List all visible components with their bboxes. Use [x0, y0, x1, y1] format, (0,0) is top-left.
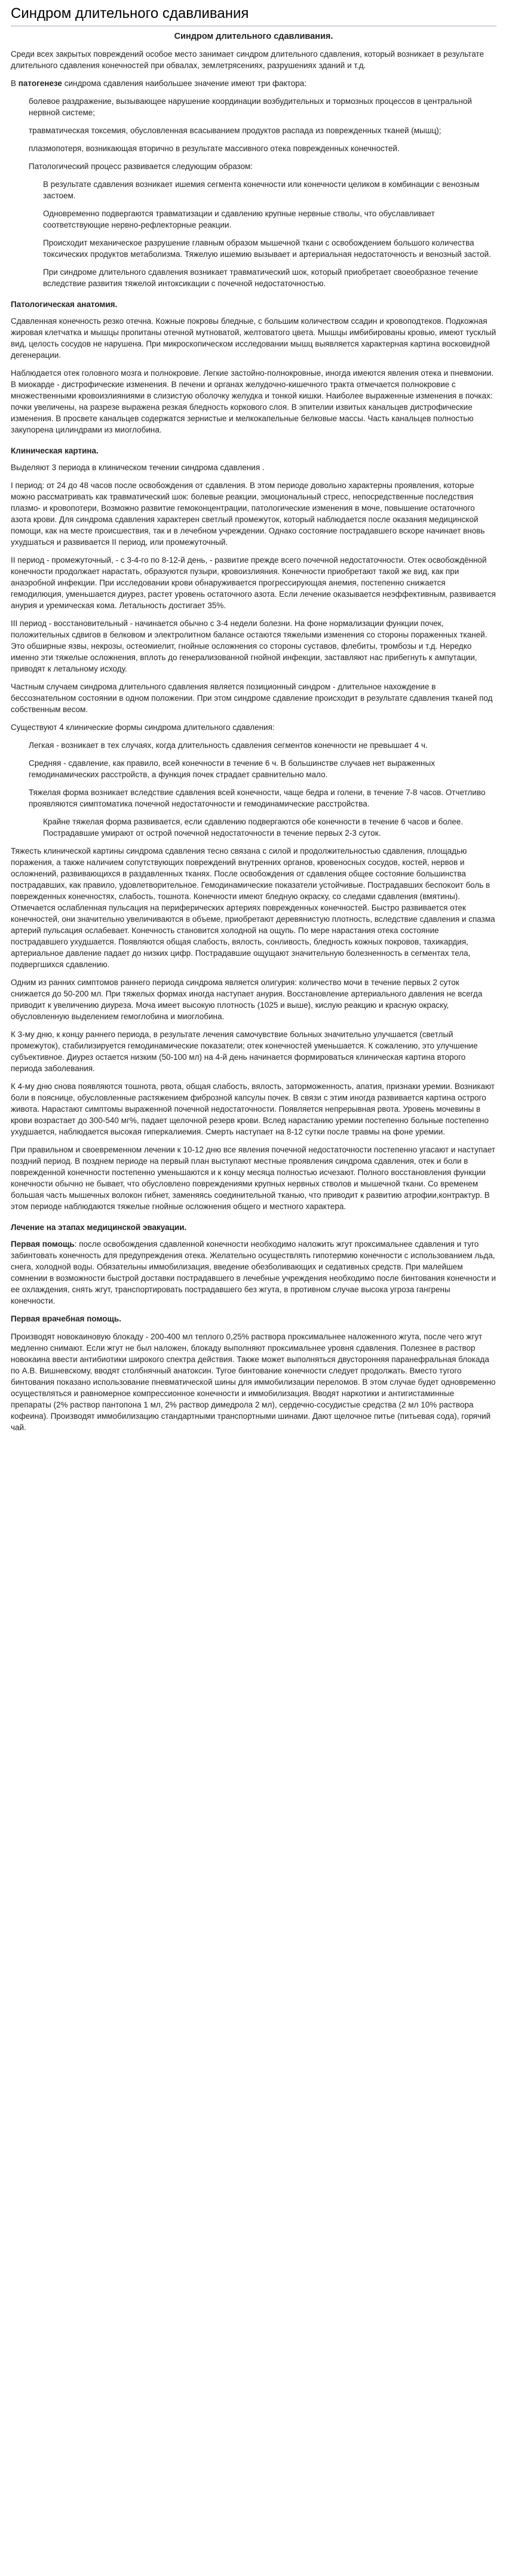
intro-paragraph: Среди всех закрытых повреждений особое место занимает синдром длительного сдавления, который возникает в результате длительного сдавления конечностей при обвалах, землетрясениях, разрушениях зданий и т.д. — [11, 50, 484, 70]
first-aid-text: : после освобождения сдавленной конечности необходимо наложить жгут проксимальнее сдавления и туго забинтовать конечность для предупреждения отека. Желательно осуществлять гипотермию конечности с использованием льда, снега, холодной воды. Обязательны иммобилизация, введение обезболивающих и седативных средств. При малейшем сомнении в возможности быстрой доставки пострадавшего в лечебные учреждения необходимо после бинтования конечности и ее охлаждения, снять жгут, транспортировать пострадавшего без жгута, в противном случае высока угроза гангрены конечности. — [11, 1240, 496, 1305]
text-prefix: В — [11, 79, 19, 88]
clinic-paragraph: Выделяют 3 периода в клиническом течении синдрома сдавления . — [11, 463, 265, 472]
anatomy-heading: Патологическая анатомия. — [11, 300, 118, 309]
period-3-paragraph: III период - восстановительный - начинается обычно с 3-4 недели болезни. На фоне нормализации функции почек, положительных сдвигов в белковом и электролитном балансе остаются тяжелыми изменения со стороны пораженных тканей. Это обширные язвы, некрозы, остеомиелит, гнойные осложнения со стороны суставов, флебиты, тромбозы и т.д. Нередко именно эти тяжелые осложнения, вплоть до генерализованной гнойной инфекции, заставляют нас прибегнуть к ампутации, приводят к летальному исходу. — [11, 619, 487, 673]
pathogenesis-intro — [11, 78, 496, 89]
doctor-aid-paragraph: Производят новокаиновую блокаду - 200-400 мл теплого 0,25% раствора проксимальнее наложенного жгута, после чего жгут медленно снимают. Если жгут не был наложен, блокаду выполняют проксимальнее уровня сдавления. Полезнее в раствор новокаина ввести антибиотики широкого спектра действия. Также может выполняться двусторонняя паранефральная блокада по А.В. Вишневскому, вводят столбнячный анатоксин. Тугое бинтование конечности следует продолжать. Вместо тугого бинтования показано использование пневматической шины для иммобилизации переломов. В этом случае будет одновременно осуществляться и равномерное компрессионное конечности и иммобилизация. Вводят наркотики и антигистаминные препараты (2% раствор пантопона 1 мл, 2% раствор димедрола 2 мл), сердечно-сосудистые средства (2 мл 10% раствора кофеина). Производят иммобилизацию стандартными транспортными шинами. Дают щелочное питье (питьевая сода), горячий чай. — [11, 1332, 496, 1432]
period-1-paragraph: I период: от 24 до 48 часов после освобождения от сдавления. В этом периоде довольно характерны проявления, которые можно рассматривать как травматический шок: болевые реакции, эмоциональный стресс, непосредственные последствия плазмо- и кровопотери, Возможно развитие гемоконцентрации, патологические изменения в моче, повышение остаточного азота крови. Для синдрома сдавления характерен светлый промежуток, который наблюдается после оказания медицинской помощи, как на месте происшествия, так и в лечебном учреждении. Однако состояние пострадавшего вскоре начинает вновь ухудшаться и развивается II период, или промежуточный. — [11, 481, 485, 547]
clinic-paragraph: К 3-му дню, к концу раннего периода, в результате лечения самочувствие больных значительно улучшается (светлый промежуток), стабилизируется гемодинамические показатели; отек конечностей уменьшается. К сожалению, это улучшение субъективное. Диурез остается низким (50-100 мл) на 4-й день начинается формироваться клиническая картина второго периода заболевания. — [11, 1030, 478, 1073]
process-item: Происходит механическое разрушение главным образом мышечной ткани с освобождением большого количества токсических продуктов метаболизма. Тяжелую ишемию вызывает и артериальная недостаточность и венозный застой. — [43, 238, 491, 259]
process-item: Одновременно подвергаются травматизации и сдавлению крупные нервные стволы, что обуславливает соответствующие нервно-рефлекторные реакции. — [43, 209, 435, 229]
clinic-heading: Клиническая картина. — [11, 446, 99, 455]
process-intro: Патологический процесс развивается следующим образом: — [29, 162, 253, 171]
form-item: Крайне тяжелая форма развивается, если сдавлению подвергаются обе конечности в течение 6 часов и более. Пострадавшие умирают от острой почечной недостаточности в течение первых 2-3 суток. — [43, 817, 464, 838]
factor-item: плазмопотеря, возникающая вторично в результате массивного отека поврежденных конечностей. — [29, 144, 400, 153]
article-subtitle: Синдром длительного сдавливания. — [174, 32, 333, 41]
factor-item: травматическая токсемия, обусловленная всасыванием продуктов распада из поврежденных тканей (мышц); — [29, 126, 441, 135]
factor-item: болевое раздражение, вызывающее нарушение координации возбудительных и тормозных процессов в центральной нервной системе; — [29, 97, 472, 117]
first-aid-paragraph — [11, 1238, 496, 1307]
clinic-paragraph: Тяжесть клинической картины синдрома сдавления тесно связана с силой и продолжительностью сдавления, площадью поражения, а также наличием сопутствующих повреждений внутренних органов, кровеносных сосудов, костей, нервов и осложнений, развивающихся в раздавленных тканях. После освобождения от сдавления общее состояние большинства пострадавших, как правило, удовлетворительное. Гемодинамические показатели устойчивые. Пострадавших беспокоит боль в поврежденных конечностях, слабость, тошнота. Конечности имеют бледную окраску, со следами сдавления (вмятины). Отмечается ослабленная пульсация на периферических артериях поврежденных конечностей. Быстро развивается отек конечностей, они значительно увеличиваются в объеме, приобретают деревянистую плотность, вследствие сдавления и спазма артерий пульсация ослабевает. Конечность становится холодной на ощупь. По мере нарастания отека состояние пострадавшего ухудшается. Появляются общая слабость, вялость, сонливость, бледность кожных покровов, тахикардия, артериальное давление падает до низких цифр. Пострадавшие ощущают значительную болезненность в сегментах тела, подвергшихся сдавлению. — [11, 847, 495, 969]
form-item: Тяжелая форма возникает вследствие сдавления всей конечности, чаще бедра и голени, в течение 7-8 часов. Отчетливо проявляются симптоматика почечной недостаточности и гемодинамические расстройства. — [29, 788, 486, 808]
clinic-paragraph: При правильном и своевременном лечении к 10-12 дню все явления почечной недостаточности постепенно угасают и наступает поздний период. В позднем периоде на первый план выступают местные проявления синдрома сдавления, отек и боли в поврежденной конечности постепенно уменьшаются и к концу месяца полностью исчезают. Полного восстановления функции конечности обычно не бывает, что обусловлено повреждениями крупных нервных стволов и мышечной ткани. Со временем большая часть мышечных волокон гибнет, заменяясь соединительной тканью, что приводит к развитию атрофии,контрактур. В этом периоде наблюдаются тяжелые гнойные осложнения общего и местного характера. — [11, 1145, 496, 1211]
clinic-paragraph: Одним из ранних симптомов раннего периода синдрома является олигурия: количество мочи в течение первых 2 суток снижается до 50-200 мл. При тяжелых формах иногда наступает анурия. Восстановление артериального давления не всегда приводит к увеличению диуреза. Моча имеет высокую плотность (1025 и выше), кислую реакцию и красную окраску, обусловленную выделением гемоглобина и миоглобина. — [11, 978, 483, 1021]
first-aid-label: Первая помощь — [11, 1240, 75, 1249]
forms-intro: Существуют 4 клинические формы синдрома длительного сдавления: — [11, 723, 275, 732]
clinic-paragraph: К 4-му дню снова появляются тошнота, рвота, общая слабость, вялость, заторможенность, апатия, признаки уремии. Возникают боли в пояснице, обусловленные растяжением фиброзной капсулы почек. В связи с этим иногда развивается картина острого живота. Нарастают симптомы выраженной почечной недостаточности. Появляется непрерывная рвота. Уровень мочевины в крови возрастает до 300-540 мг%, падает щелочной резерв крови. Вслед нарастанию уремии постепенно больные постепенно ухудшается, наблюдается высокая гиперкалиемия. Смерть наступает на 8-12 сутки после травмы на фоне уремии. — [11, 1082, 495, 1136]
process-item: В результате сдавления возникает ишемия сегмента конечности или конечности целиком в комбинации с венозным застоем. — [43, 180, 480, 200]
doctor-aid-heading: Первая врачебная помощь. — [11, 1314, 121, 1323]
anatomy-paragraph: Сдавленная конечность резко отечна. Кожные покровы бледные, с большим количеством ссадин и кровоподтеков. Подкожная жировая клетчатка и мышцы пропитаны отечной мутноватой, желтоватого цвета. Мышцы имбибированы кровью, имеют тусклый вид, целость сосудов не нарушена. При микроскопическом исследовании мышц выявляется характерная картина восковидной дегенерации. — [11, 317, 496, 360]
form-item: Средняя - сдавление, как правило, всей конечности в течение 6 ч. В большинстве случаев нет выраженных гемодинамических расстройств, а функция почек страдает сравнительно мало. — [29, 759, 435, 779]
process-item: При синдроме длительного сдавления возникает травматический шок, который приобретает своеобразное течение вследствие развития тяжелой интоксикации с почечной недостаточностью. — [43, 268, 479, 288]
anatomy-paragraph: Наблюдается отек головного мозга и полнокровие. Легкие застойно-полнокровные, иногда имеются явления отека и пневмонии. В миокарде - дистрофические изменения. В печени и органах желудочно-кишечного тракта отмечается полнокровие с множественными кровоизлияниями в слизистую оболочку желудка и тонкой кишки. Наиболее выраженные изменения в почках: почки увеличены, на разрезе выражена резкая бледность коркового слоя. В эпителии извитых канальцев дистрофические изменения. В просвете канальцев содержатся зернистые и мелкокапельные белковые массы. Часть канальцев полностью закупорена цилиндрами из миоглобина. — [11, 369, 494, 434]
period-2-paragraph: II период - промежуточный, - с 3-4-го по 8-12-й день, - развитие прежде всего почечной недостаточности. Отек освобождённой конечности продолжает нарастать, образуются пузыри, кровоизлияния. Конечности приобретают такой же вид, как при анаэробной инфекции. При исследовании крови обнаруживается прогрессирующая анемия, постепенно снижается гемодилюция, уменьшается диурез, растет уровень остаточного азота. Если лечение оказывается неэффективным, развивается анурия и уремическая кома. Летальность достигает 35%. — [11, 556, 496, 610]
pathogenesis-label: патогенезе — [18, 79, 62, 88]
form-item: Легкая - возникает в тех случаях, когда длительность сдавления сегментов конечности не превышает 4 ч. — [29, 741, 428, 750]
positional-syndrome-paragraph: Частным случаем синдрома длительного сдавления является позиционный синдром - длительное нахождение в бессознательном состоянии в одном положении. При этом синдроме сдавление происходит в результате сдавления тканей под собственным весом. — [11, 682, 493, 714]
treatment-heading: Лечение на этапах медицинской эвакуации. — [11, 1223, 187, 1232]
text-suffix: синдрома сдавления наибольшее значение имеют три фактора: — [62, 79, 306, 88]
page-title: Синдром длительного сдавливания — [11, 5, 496, 26]
